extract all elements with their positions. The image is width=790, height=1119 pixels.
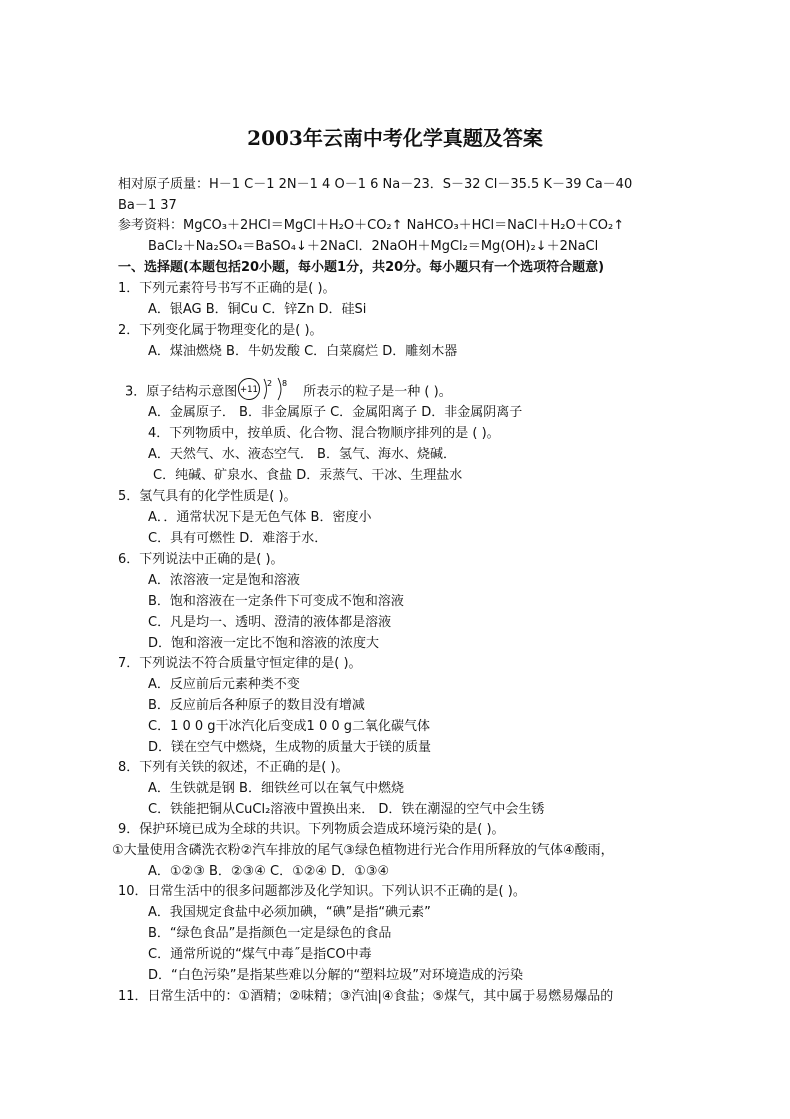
q7-option-a: A．反应前后元素种类不变 — [148, 677, 300, 692]
q8-options-cd: C．铁能把铜从CuCl₂溶液中置换出来． D．铁在潮湿的空气中会生锈 — [148, 802, 545, 817]
q8-stem: 8．下列有关铁的叙述，不正确的是( )。 — [118, 760, 349, 775]
atom-shell1-label: 2 — [267, 379, 273, 388]
atomic-masses-line1: 相对原子质量：H－1 C－1 2N－1 4 O－1 6 Na－23．S－32 Cl－35.5 K－39 Ca－40 — [118, 177, 633, 192]
q2-options: A．煤油燃烧 B．牛奶发酸 C．白菜腐烂 D．雕刻木器 — [148, 344, 458, 359]
q10-option-d: D．“白色污染”是指某些难以分解的“塑料垃圾”对环境造成的污染 — [148, 968, 523, 983]
q10-option-b: B．“绿色食品”是指颜色一定是绿色的食品 — [148, 926, 392, 941]
q11-stem: 11．日常生活中的：①酒精；②味精；③汽油|④食盐；⑤煤气，其中属于易燃易爆品的 — [118, 989, 614, 1004]
q5-options-ab: A．．通常状况下是无色气体 B．密度小 — [148, 510, 372, 525]
page-title: 2003年云南中考化学真题及答案 — [247, 126, 543, 150]
q7-option-d: D．镁在空气中燃烧，生成物的质量大于镁的质量 — [148, 740, 432, 755]
q10-option-c: C．通常所说的“煤气中毒˝是指CO中毒 — [148, 947, 372, 962]
q5-stem: 5．氢气具有的化学性质是( )。 — [118, 489, 297, 504]
atom-shell2-label: 8 — [282, 379, 288, 388]
q6-stem: 6．下列说法中正确的是( )。 — [118, 552, 284, 567]
q2-stem: 2．下列变化属于物理变化的是( )。 — [118, 323, 323, 338]
section-heading: 一、选择题(本题包括20小题，每小题1分，共20分。每小题只有一个选项符合题意) — [118, 260, 605, 275]
q3-options: A．金属原子． B．非金属原子 C．金属阳离子 D．非金属阴离子 — [148, 405, 523, 420]
reference-label: 参考资料： — [118, 218, 184, 233]
reference-equations-1: MgCO₃＋2HCl＝MgCl＋H₂O＋CO₂↑ NaHCO₃＋HCl＝NaCl＋H₂O＋CO₂↑ — [183, 218, 625, 233]
reference-line2: BaCl₂＋Na₂SO₄＝BaSO₄↓＋2NaCl．2NaOH＋MgCl₂＝Mg(OH)₂↓＋2NaCl — [148, 239, 599, 254]
q8-options-ab: A．生铁就是钢 B．细铁丝可以在氧气中燃烧 — [148, 781, 404, 796]
q4-options-ab: A．天然气、水、液态空气． B．氢气、海水、烧碱． — [148, 447, 456, 462]
q3-stem-start: 3．原子结构示意图 — [125, 384, 238, 400]
atom-diagram-svg — [237, 376, 303, 406]
q10-stem: 10．日常生活中的很多问题都涉及化学知识。下列认识不正确的是( )。 — [118, 884, 526, 899]
atom-nucleus-label: +11 — [240, 385, 259, 395]
q10-option-a: A．我国规定食盐中必须加碘，“碘”是指“碘元素” — [148, 905, 431, 920]
q9-stem: 9．保护环境已成为全球的共识。下列物质会造成环境污染的是( )。 — [118, 822, 505, 837]
reference-line1 — [118, 218, 624, 234]
atom-structure-diagram — [237, 380, 303, 404]
q1-options: A．银AG B．铜Cu C．锌Zn D．硅Si — [148, 302, 367, 317]
q1-stem: 1．下列元素符号书写不正确的是( )。 — [118, 281, 336, 296]
q6-option-a: A．浓溶液一定是饱和溶液 — [148, 573, 300, 588]
q7-option-c: C．1 0 0 g干冰汽化后变成1 0 0 g二氧化碳气体 — [148, 719, 431, 734]
q9-options: A．①②③ B．②③④ C．①②④ D．①③④ — [148, 864, 390, 879]
q7-stem: 7．下列说法不符合质量守恒定律的是( )。 — [118, 656, 362, 671]
q6-option-c: C．凡是均一、透明、澄清的液体都是溶液 — [148, 615, 392, 630]
q4-options-cd: C．纯碱、矿泉水、食盐 D．汞蒸气、干冰、生理盐水 — [153, 468, 463, 483]
q5-options-cd: C．具有可燃性 D．难溶于水． — [148, 531, 328, 546]
q7-option-b: B．反应前后各种原子的数目没有增减 — [148, 698, 365, 713]
q6-option-d: D．饱和溶液一定比不饱和溶液的浓度大 — [148, 636, 380, 651]
q3-stem — [125, 380, 452, 404]
q4-stem: 4．下列物质中，按单质、化合物、混合物顺序排列的是 ( )。 — [148, 426, 500, 441]
q3-stem-end: 所表示的粒子是一种 ( )。 — [303, 384, 452, 400]
q9-items: ①大量使用含磷洗衣粉②汽车排放的尾气③绿色植物进行光合作用所释放的气体④酸雨， — [112, 843, 614, 858]
atomic-masses-line2: Ba－1 37 — [118, 198, 177, 213]
q6-option-b: B．饱和溶液在一定条件下可变成不饱和溶液 — [148, 594, 404, 609]
